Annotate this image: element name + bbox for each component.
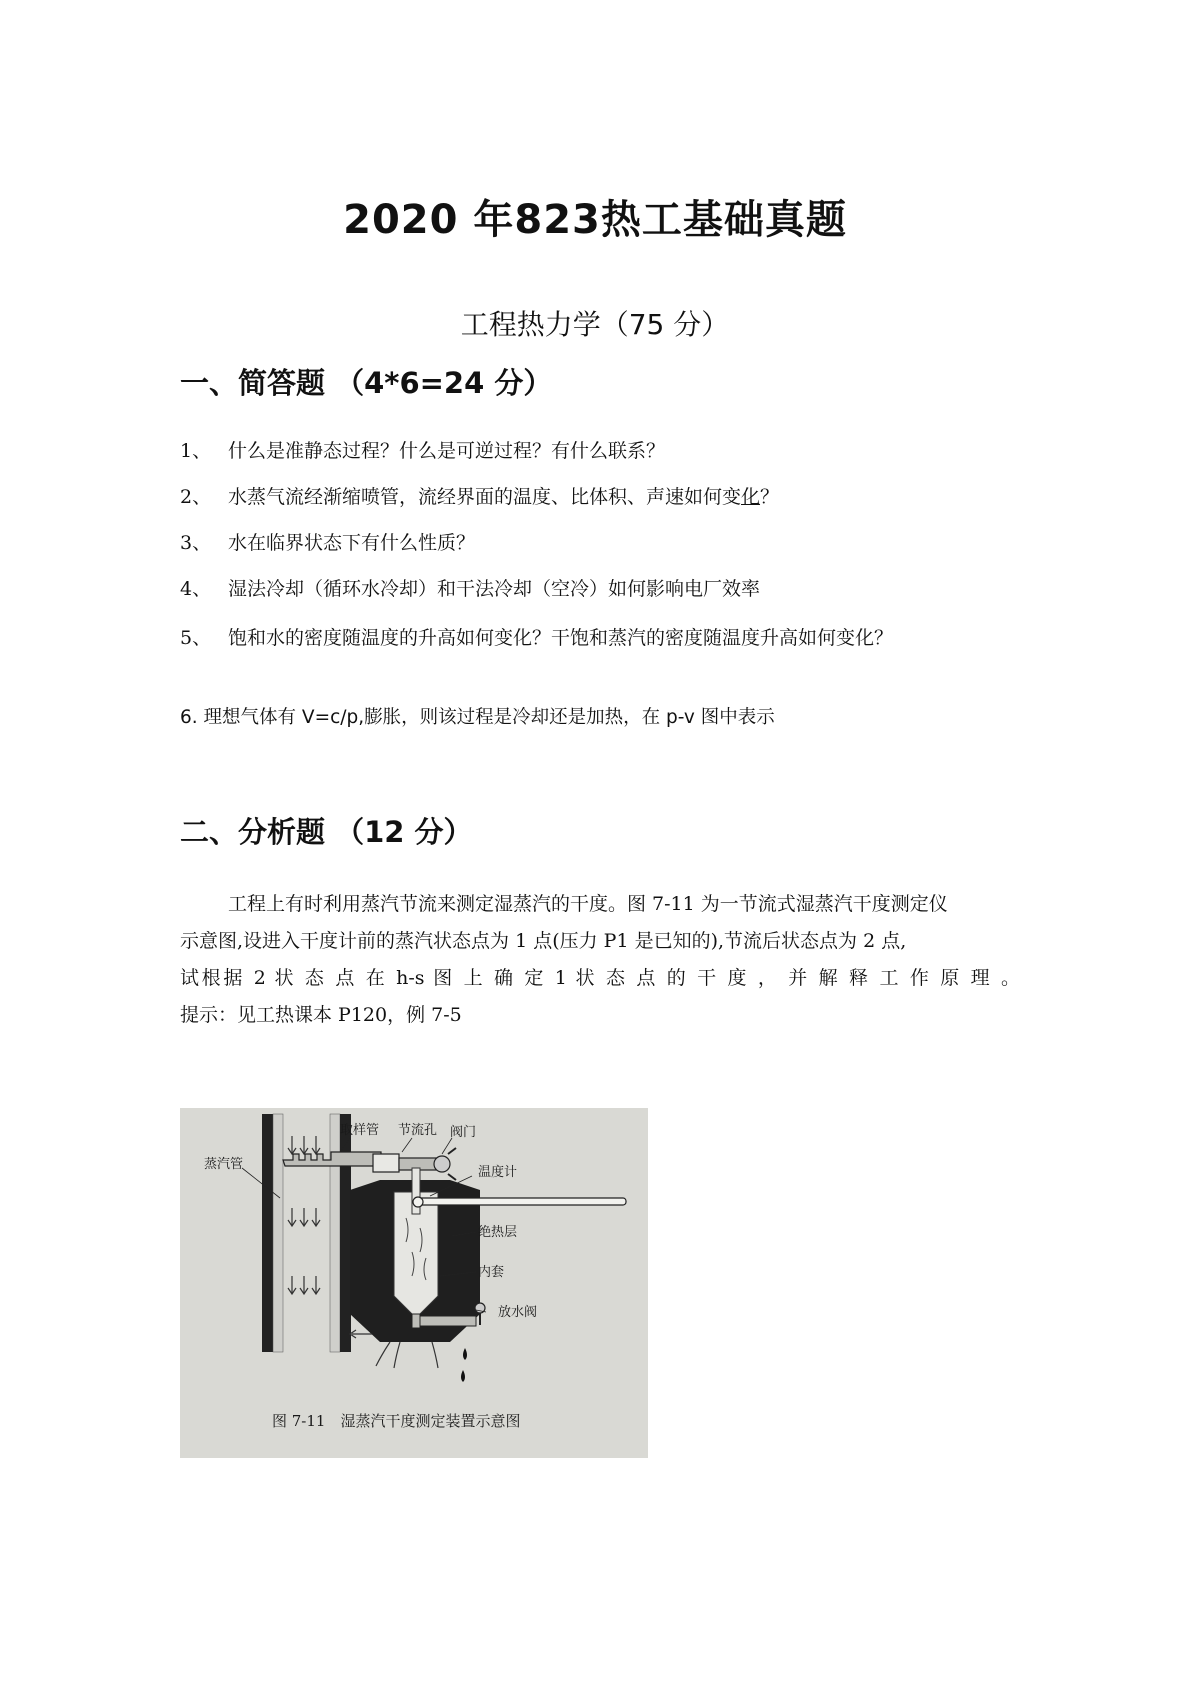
label-thermometer: 温度计 (478, 1165, 518, 1180)
paragraph-line: 示意图,设进入干度计前的蒸汽状态点为 1 点(压力 P1 是已知的),节流后状态点为 2 点, (180, 930, 907, 952)
label-inner-sleeve: 内套 (478, 1265, 505, 1280)
question-text: 什么是准静态过程？什么是可逆过程？有什么联系？ (228, 440, 666, 462)
section-heading-analysis: 二、分析题 （12 分） (180, 815, 473, 849)
question-6: 6. 理想气体有 V=c/p,膨胀，则该过程是冷却还是加热，在 p-v 图中表示 (180, 707, 775, 728)
page-subtitle: 工程热力学（75 分） (460, 308, 730, 341)
label-orifice: 节流孔 (398, 1123, 438, 1138)
valve-icon (434, 1156, 450, 1172)
analysis-paragraph (180, 886, 1020, 1034)
pipe-wall-left (262, 1114, 273, 1352)
question-number: 5、 (180, 627, 212, 649)
section-heading-short-answer: 一、简答题 （4*6=24 分） (180, 366, 553, 400)
question-text: 湿法冷却（循环水冷却）和干法冷却（空冷）如何影响电厂效率 (228, 578, 761, 600)
paragraph-line: 提示：见工热课本 P120，例 7-5 (180, 1004, 462, 1026)
figure-dryness-meter (180, 1108, 648, 1458)
question-4 (180, 574, 760, 601)
paragraph-line: 工程上有时利用蒸汽节流来测定湿蒸汽的干度。图 7-11 为一节流式湿蒸汽干度测定仪 (228, 893, 948, 915)
sampling-tube (283, 1152, 381, 1166)
question-number: 4、 (180, 578, 212, 600)
question-5 (180, 623, 893, 650)
question-text: 水在临界状态下有什么性质？ (228, 532, 476, 554)
figure-diagram (180, 1108, 648, 1458)
question-text: 饱和水的密度随温度的升高如何变化？干饱和蒸汽的密度随温度升高如何变化？ (228, 627, 894, 649)
underlined-text: 化 (741, 486, 761, 508)
label-drain-valve: 放水阀 (498, 1305, 538, 1320)
label-steam-pipe: 蒸汽管 (204, 1157, 244, 1172)
label-insulation: 绝热层 (478, 1225, 518, 1240)
page-title: 2020 年823热工基础真题 (343, 197, 847, 243)
label-sampling-tube: 取样管 (340, 1123, 380, 1138)
figure-caption: 图 7-11 湿蒸汽干度测定装置示意图 (272, 1412, 521, 1430)
paragraph-line: 试根据 2 状 态 点 在 h-s 图 上 确 定 1 状 态 点 的 干 度 ， 并 解 释 工 作 原 理 。 (180, 967, 1020, 989)
thermometer-icon (418, 1198, 626, 1205)
question-2 (180, 482, 779, 509)
question-text: 水蒸气流经渐缩喷管，流经界面的温度、比体积、声速如何变 (228, 486, 742, 508)
question-number: 2、 (180, 486, 212, 508)
question-1 (180, 436, 665, 463)
question-number: 3、 (180, 532, 212, 554)
label-valve: 阀门 (450, 1125, 477, 1140)
question-text-end: ？ (760, 486, 780, 508)
question-number: 1、 (180, 440, 212, 462)
question-3 (180, 528, 475, 555)
